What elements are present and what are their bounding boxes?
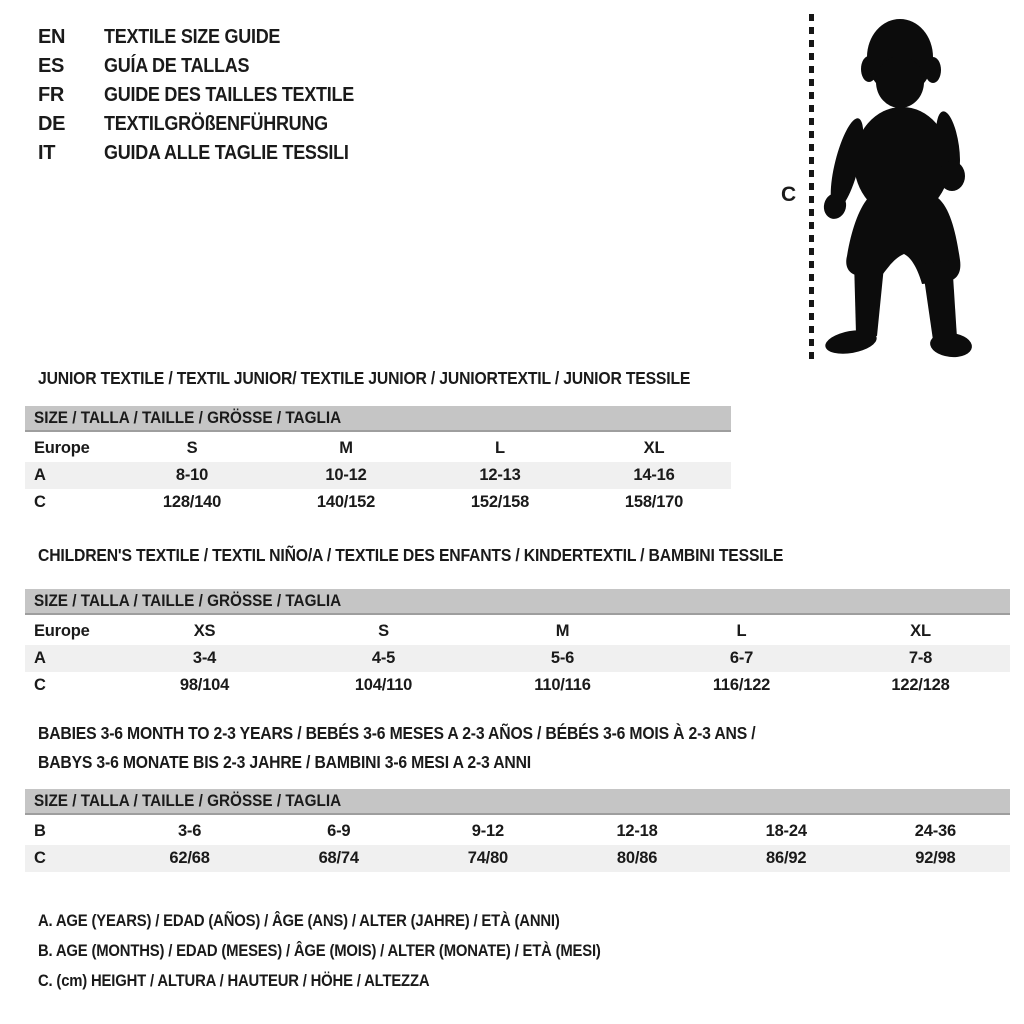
cell: 80/86 bbox=[616, 849, 658, 867]
cell: 110/116 bbox=[534, 676, 591, 694]
language-title: TEXTILE SIZE GUIDE bbox=[104, 26, 281, 48]
cell: 104/110 bbox=[354, 676, 413, 694]
table-row bbox=[25, 435, 731, 462]
language-row-it bbox=[38, 139, 382, 168]
language-code: FR bbox=[38, 84, 65, 106]
cell: 116/122 bbox=[712, 676, 771, 694]
language-title: TEXTILGRÖßENFÜHRUNG bbox=[104, 113, 328, 135]
footnotes bbox=[38, 906, 663, 996]
cell: 86/92 bbox=[766, 849, 807, 867]
section-title-junior bbox=[38, 364, 763, 393]
cell: 24-36 bbox=[914, 822, 956, 840]
table-row bbox=[25, 818, 1010, 845]
section-title-line: BABIES 3-6 MONTH TO 2-3 YEARS / BEBÉS 3-6 MESES A 2-3 AÑOS / BÉBÉS 3-6 MOIS À 2-3 ANS / bbox=[38, 723, 756, 743]
table-header-label: SIZE / TALLA / TAILLE / GRÖSSE / TAGLIA bbox=[34, 408, 342, 427]
section-title-children bbox=[38, 541, 866, 570]
row-label: Europe bbox=[34, 622, 90, 640]
footnote-text: A. AGE (YEARS) / EDAD (AÑOS) / ÂGE (ANS) / ALTER (JAHRE) / ETÀ (ANNI) bbox=[38, 912, 560, 930]
cell: 3-4 bbox=[192, 649, 217, 667]
footnote-b bbox=[38, 936, 663, 966]
cell: 9-12 bbox=[471, 822, 504, 840]
junior-size-table bbox=[25, 406, 731, 516]
section-title-babies bbox=[38, 719, 835, 777]
cell: 10-12 bbox=[325, 466, 367, 484]
table-row bbox=[25, 618, 1010, 645]
height-measure-label: C bbox=[781, 183, 797, 206]
cell: 5-6 bbox=[550, 649, 575, 667]
language-code: ES bbox=[38, 55, 65, 77]
table-row bbox=[25, 462, 731, 489]
cell: 6-9 bbox=[327, 822, 351, 840]
language-title: GUIDE DES TAILLES TEXTILE bbox=[104, 84, 354, 106]
table-row bbox=[25, 489, 731, 516]
cell: 12-18 bbox=[616, 822, 658, 840]
table-header-label: SIZE / TALLA / TAILLE / GRÖSSE / TAGLIA bbox=[34, 791, 342, 810]
row-label: A bbox=[34, 466, 46, 484]
footnote-c bbox=[38, 966, 663, 996]
row-label: B bbox=[34, 822, 46, 840]
table-row bbox=[25, 645, 1010, 672]
cell: M bbox=[555, 622, 570, 640]
cell: 128/140 bbox=[162, 493, 222, 511]
cell: 62/68 bbox=[169, 849, 210, 867]
cell: S bbox=[378, 622, 389, 640]
cell: 152/158 bbox=[470, 493, 530, 511]
cell: 140/152 bbox=[316, 493, 376, 511]
language-list bbox=[38, 23, 382, 168]
language-code: IT bbox=[38, 142, 56, 164]
cell: 68/74 bbox=[318, 849, 359, 867]
cell: 158/170 bbox=[624, 493, 684, 511]
row-label: A bbox=[34, 649, 46, 667]
cell: 7-8 bbox=[908, 649, 933, 667]
row-label: C bbox=[34, 676, 46, 694]
cell: 18-24 bbox=[765, 822, 807, 840]
cell: 8-10 bbox=[175, 466, 209, 484]
row-label: C bbox=[34, 849, 46, 867]
cell: 98/104 bbox=[179, 676, 230, 694]
table-row bbox=[25, 672, 1010, 699]
row-label: C bbox=[34, 493, 46, 511]
section-title-line: CHILDREN'S TEXTILE / TEXTIL NIÑO/A / TEXTILE DES ENFANTS / KINDERTEXTIL / BAMBINI TESSILE bbox=[38, 545, 784, 565]
cell: 14-16 bbox=[633, 466, 675, 484]
table-header-bar bbox=[25, 406, 731, 432]
row-label: Europe bbox=[34, 439, 90, 457]
language-code: EN bbox=[38, 26, 66, 48]
language-row-es bbox=[38, 52, 382, 81]
language-row-de bbox=[38, 110, 382, 139]
table-header-label: SIZE / TALLA / TAILLE / GRÖSSE / TAGLIA bbox=[34, 591, 342, 610]
table-header-bar bbox=[25, 789, 1010, 815]
section-title-line: BABYS 3-6 MONATE BIS 2-3 JAHRE / BAMBINI 3-6 MESI A 2-3 ANNI bbox=[38, 752, 531, 772]
cell: XL bbox=[910, 622, 931, 640]
language-title: GUÍA DE TALLAS bbox=[104, 55, 250, 77]
footnote-text: C. (cm) HEIGHT / ALTURA / HAUTEUR / HÖHE / ALTEZZA bbox=[38, 972, 430, 990]
toddler-silhouette-icon bbox=[820, 12, 995, 364]
cell: 74/80 bbox=[467, 849, 509, 867]
cell: L bbox=[495, 439, 505, 457]
cell: 4-5 bbox=[371, 649, 396, 667]
cell: XS bbox=[193, 622, 216, 640]
language-row-en bbox=[38, 23, 382, 52]
babies-size-table bbox=[25, 789, 1010, 872]
table-row bbox=[25, 845, 1010, 872]
cell: 6-7 bbox=[729, 649, 754, 667]
cell: L bbox=[736, 622, 747, 640]
table-header-bar bbox=[25, 589, 1010, 615]
cell: XL bbox=[643, 439, 665, 457]
language-row-fr bbox=[38, 81, 382, 110]
language-title: GUIDA ALLE TAGLIE TESSILI bbox=[104, 142, 349, 164]
language-code: DE bbox=[38, 113, 66, 135]
footnote-a bbox=[38, 906, 663, 936]
cell: 122/128 bbox=[891, 676, 950, 694]
cell: M bbox=[339, 439, 353, 457]
cell: 12-13 bbox=[479, 466, 521, 484]
section-title-line: JUNIOR TEXTILE / TEXTIL JUNIOR/ TEXTILE JUNIOR / JUNIORTEXTIL / JUNIOR TESSILE bbox=[38, 368, 691, 388]
cell: 3-6 bbox=[177, 822, 202, 840]
footnote-text: B. AGE (MONTHS) / EDAD (MESES) / ÂGE (MOIS) / ALTER (MONATE) / ETÀ (MESI) bbox=[38, 942, 601, 960]
children-size-table bbox=[25, 589, 1010, 699]
cell: S bbox=[186, 439, 198, 457]
cell: 92/98 bbox=[915, 849, 956, 867]
height-measure-dotted-line bbox=[809, 14, 814, 364]
